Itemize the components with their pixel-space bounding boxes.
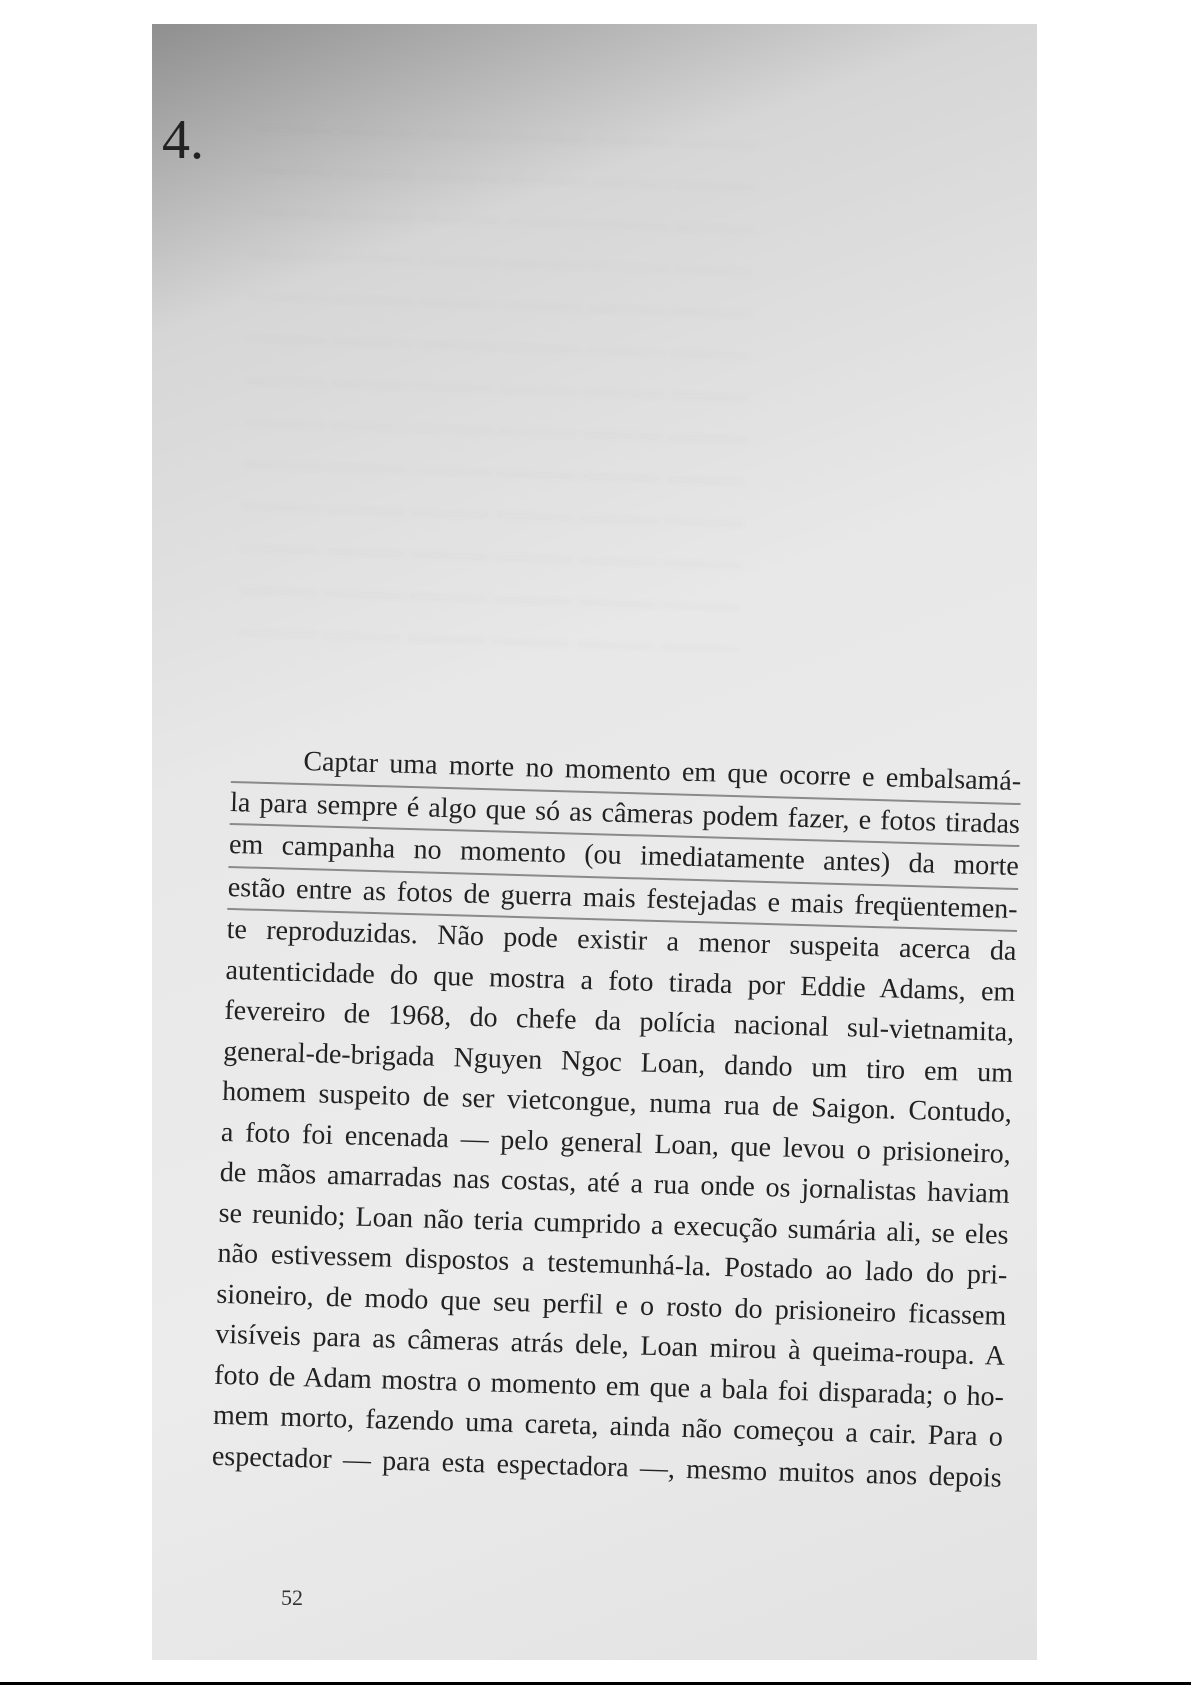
text-line: foto de Adam mostra o momento em que a bala foi disparada; o ho-: [213, 1359, 1005, 1413]
text-line: sioneiro, de modo que seu perfil e o rosto do prisioneiro ficassem: [216, 1278, 1007, 1332]
text-line: de mãos amarradas nas costas, até a rua onde os jornalistas haviam: [219, 1156, 1011, 1210]
text-line: a foto foi encenada — pelo general Loan, que levou o prisioneiro,: [220, 1116, 1012, 1170]
text-line: fevereiro de 1968, do chefe da polícia nacional sul-vietnamita,: [224, 994, 1015, 1048]
text-line: Captar uma morte no momento em que ocorre e embalsamá-: [231, 740, 1022, 805]
page-number: 52: [281, 1585, 303, 1610]
text-line: espectador — para esta espectadora —, mesmo muitos anos depois: [211, 1440, 1003, 1494]
chapter-number: 4.: [162, 109, 204, 171]
text-line: não estivessem dispostos a testemunhá-la. Postado ao lado do pri-: [217, 1237, 1008, 1291]
text-line: se reunido; Loan não teria cumprido a execução sumária ali, se eles: [218, 1197, 1009, 1251]
text-line: visíveis para as câmeras atrás dele, Loan mirou à queima-roupa. A: [214, 1318, 1006, 1372]
body-text: [211, 740, 1021, 1499]
text-line: homem suspeito de ser vietcongue, numa rua de Saigon. Contudo,: [221, 1075, 1013, 1129]
text-line: em campanha no momento (ou imediatamente antes) da morte: [228, 825, 1019, 890]
text-line: te reproduzidas. Não pode existir a menor suspeita acerca da: [226, 913, 1017, 967]
text-line: estão entre as fotos de guerra mais festejadas e mais freqüentemen-: [227, 867, 1018, 932]
text-line: la para sempre é algo que só as câmeras podem fazer, e fotos tiradas: [230, 782, 1021, 847]
text-line: general-de-brigada Nguyen Ngoc Loan, dando um tiro em um: [222, 1035, 1014, 1089]
show-through-text: ——— ——— ——— ——— ——— ——— ——— ——— ——— ——— ——— ——— ——— ——— ——— ——— ——— ——— ——— ——— ——— ——— ——— ——— ——— ——— ——— ——— ——— ——— ——— ——— ——— ——— ——— ——— ——— ——— ——— ——— ——— ——— ——— ——— ——— ——— ——— ——— ——— ——— ——— ——— ——— ——— ——— ——— ——— ——— ——— ——— ——— ——— ——— ——— ——— ——— ——— ——— ——— ——— ——— ——— ——— ——— ——— ——— ——— ———: [237, 111, 757, 663]
text-line: mem morto, fazendo uma careta, ainda não começou a cair. Para o: [212, 1399, 1004, 1453]
text-line: autenticidade do que mostra a foto tirada por Eddie Adams, em: [225, 954, 1016, 1008]
